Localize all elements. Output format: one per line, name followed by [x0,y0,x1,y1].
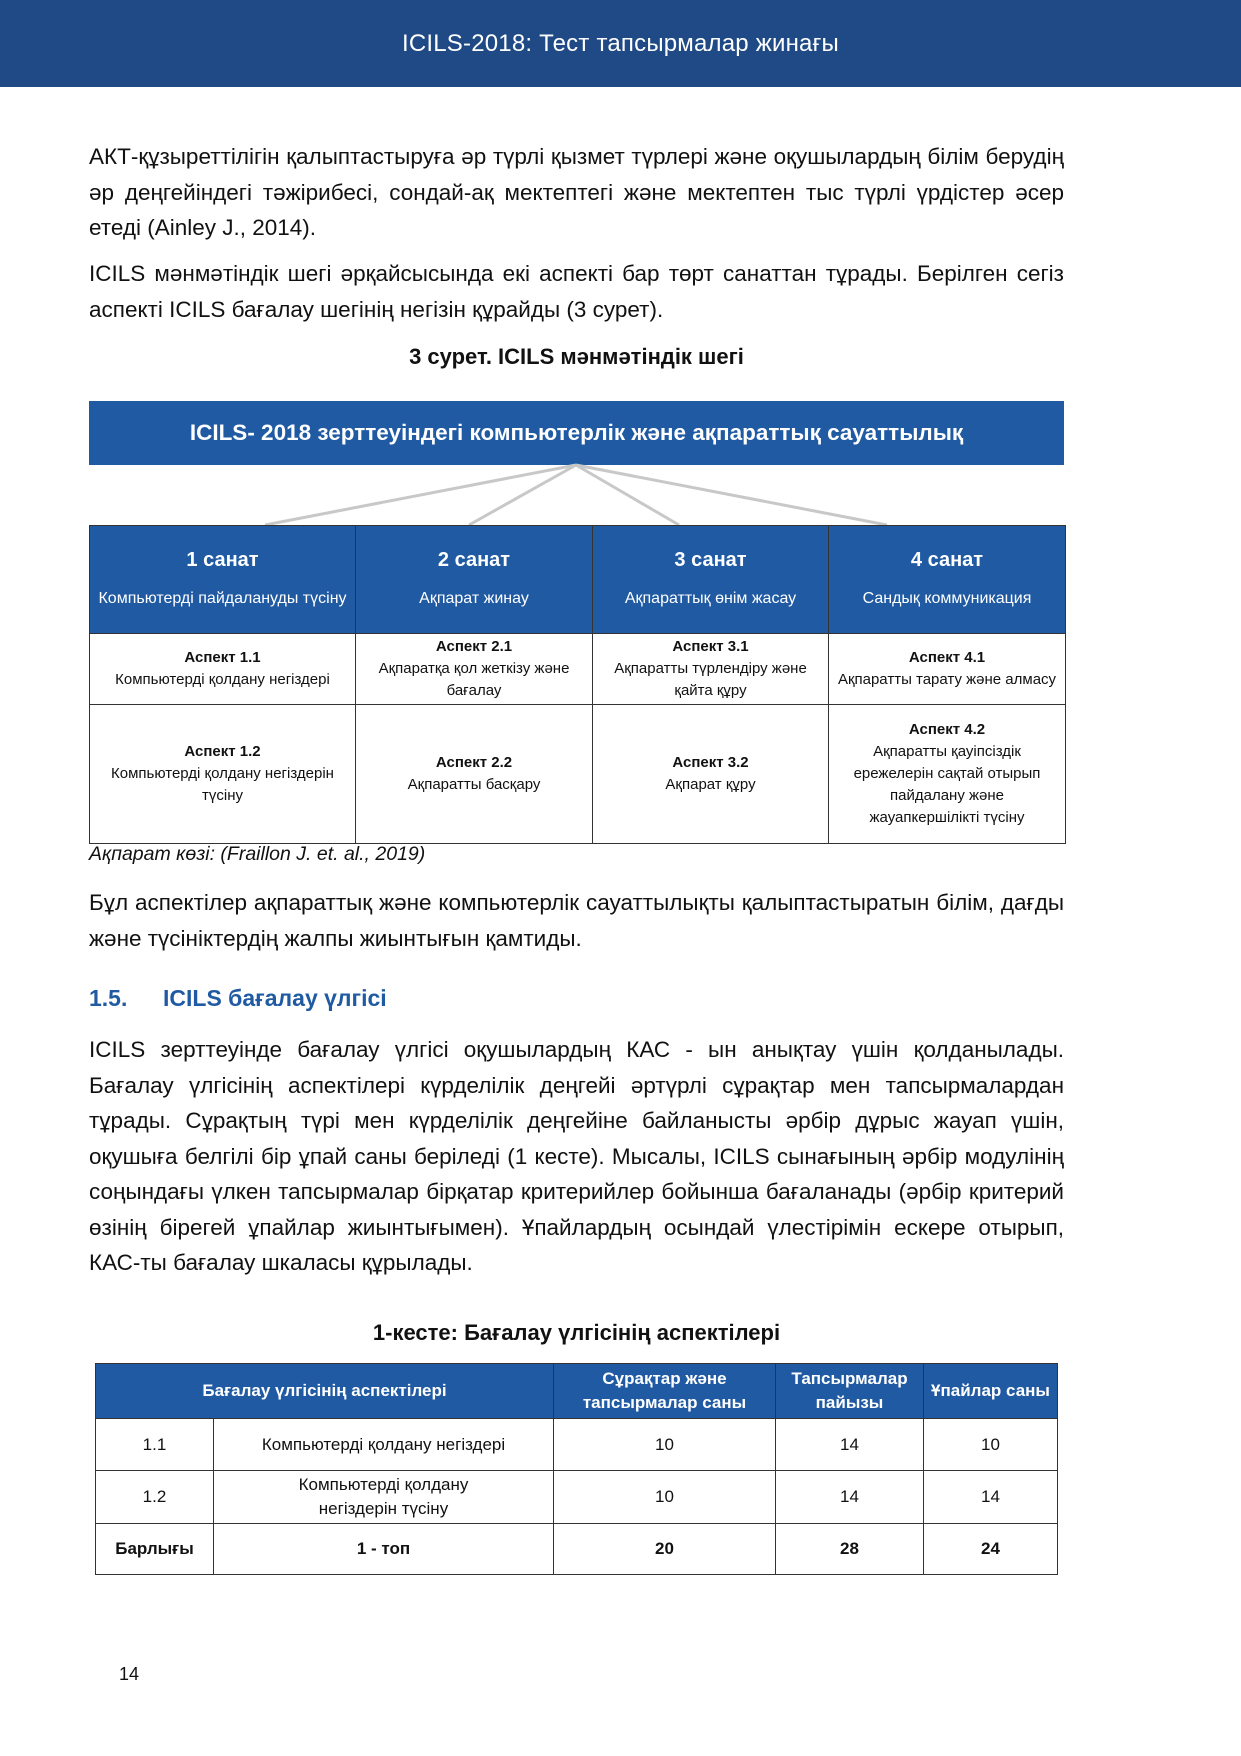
table-cell: 10 [924,1419,1058,1471]
paragraph-3: Бұл аспектілер ақпараттық және компьютерлік сауаттылықты қалыптастыратын білім, дағды және түсініктердің жалпы жиынтығын қамтиды. [89,890,1064,951]
aspect-label: Аспект 4.1 [908,649,986,666]
connector-line-1 [265,465,576,525]
aspect-cell [90,705,356,844]
table-row [96,1471,1058,1524]
aspect-label: Аспект 3.2 [672,754,749,771]
framework-table [89,525,1066,844]
page-number: 14 [119,1664,140,1684]
connector-lines [0,0,1241,540]
table-cell: 1.1 [96,1419,214,1471]
category-title: 3 санат [674,548,747,571]
table-row [96,1419,1058,1471]
table-cell: 20 [554,1524,776,1575]
category-title: 2 санат [437,548,511,571]
paragraph-1: АКТ-құзыреттілігін қалыптастыруға әр түрлі қызмет түрлері және оқушылардың білім берудің әр деңгейіндегі тәжірибесі, сондай-ақ мектептегі және мектептен тыс түрлі үрдістер әсер етеді (Ainley J., 2014). [89,144,1064,240]
aspect-label: Аспект 1.2 [184,743,261,760]
category-cell [90,526,356,634]
aspect-cell [829,705,1066,844]
paragraph-4: ICILS зерттеуінде бағалау үлгісі оқушылардың КАС - ын анықтау үшін қолданылады. Бағалау үлгісінің аспектілері күрделілік деңгейі әртүрлі сұрақтар мен тапсырмалардан тұрады. Сұрақтың түрі мен күрделілік деңгейіне байланысты әрбір дұрыс жауап үшін, оқушыға белгілі бір ұпай саны беріледі (1 кесте). Мысалы, ICILS сынағының әрбір модулінің соңындағы үлкен тапсырмалар бірқатар критерийлер бойынша бағаланады (әрбір критерий өзінің бірегей ұпайлар жиынтығымен). Ұпайлардың осындай үлестірімін ескере отырып, КАС-ты бағалау шкаласы құрылады. [89,1037,1064,1275]
aspect-label: Аспект 2.2 [435,754,513,771]
table-cell: 24 [924,1524,1058,1575]
section-title: ICILS бағалау үлгісі [163,985,387,1011]
table-total-row [96,1524,1058,1575]
table-cell: Барлығы [96,1524,214,1575]
assessment-table [95,1363,1058,1575]
table-header-row [96,1364,1058,1419]
aspect-text: Компьютерді қолдану негіздерін түсіну [111,765,334,804]
aspect-cell [356,634,593,705]
table-header-cell: Тапсырмалар пайызы [776,1364,924,1419]
table-cell: 10 [554,1471,776,1524]
section-number: 1.5. [89,985,128,1011]
framework-banner: ICILS- 2018 зерттеуіндегі компьютерлік және ақпараттық сауаттылық [89,401,1064,465]
table-cell: 28 [776,1524,924,1575]
table-cell: 14 [776,1471,924,1524]
category-cell [593,526,829,634]
aspect-label: Аспект 1.1 [184,649,261,666]
section-heading [89,985,387,1012]
aspect-text: Ақпаратты тарату және алмасу [837,671,1057,688]
aspect-cell [829,634,1066,705]
category-subtitle: Сандық коммуникация [862,589,1032,607]
category-subtitle: Ақпараттық өнім жасау [624,589,797,607]
table-caption: 1-кесте: Бағалау үлгісінің аспектілері [372,1320,781,1345]
aspect-row-1 [90,634,1066,705]
connector-line-4 [576,465,887,525]
table-cell: Компьютерді қолдану негіздерін түсіну [214,1471,554,1524]
aspect-cell [356,705,593,844]
aspect-text: Ақпаратты түрлендіру және қайта құру [614,660,807,699]
category-row [90,526,1066,634]
category-title: 1 санат [186,548,259,571]
table-cell: 14 [776,1419,924,1471]
figure-source: Ақпарат көзі: (Fraillon J. et. al., 2019) [89,843,426,865]
table-cell: 10 [554,1419,776,1471]
category-cell [356,526,593,634]
aspect-row-2 [90,705,1066,844]
aspect-text: Ақпаратты қауіпсіздік ережелерін сақтай отырып пайдалану және жауапкершілікті түсіну [853,743,1041,826]
table-cell: Компьютерді қолдану негіздері [214,1419,554,1471]
table-cell: 1 - топ [214,1524,554,1575]
category-subtitle: Ақпарат жинау [419,589,529,607]
aspect-text: Компьютерді қолдану негіздері [115,671,330,688]
category-cell [829,526,1066,634]
aspect-text: Ақпаратқа қол жеткізу және бағалау [378,660,570,699]
aspect-label: Аспект 2.1 [435,638,513,655]
category-title: 4 санат [910,548,984,571]
table-cell: 1.2 [96,1471,214,1524]
aspect-label: Аспект 3.1 [672,638,749,655]
aspect-cell [90,634,356,705]
aspect-cell [593,705,829,844]
table-header-cell: Сұрақтар және тапсырмалар саны [554,1364,776,1419]
page-header: ICILS-2018: Тест тапсырмалар жинағы [0,0,1241,87]
table-cell: 14 [924,1471,1058,1524]
aspect-label: Аспект 4.2 [908,721,986,738]
aspect-cell [593,634,829,705]
aspect-text: Ақпаратты басқару [407,776,541,793]
figure-caption: 3 сурет. ICILS мәнмәтіндік шегі [409,344,744,369]
table-header-cell: Ұпайлар саны [924,1364,1058,1419]
category-subtitle: Компьютерді пайдалануды түсіну [98,589,347,607]
aspect-text: Ақпарат құру [665,776,756,793]
table-header-cell: Бағалау үлгісінің аспектілері [96,1364,554,1419]
paragraph-2: ICILS мәнмәтіндік шегі әрқайсысында екі аспекті бар төрт санаттан тұрады. Берілген сегіз аспекті ICILS бағалау шегінің негізін құрайды (3 сурет). [89,261,1064,322]
